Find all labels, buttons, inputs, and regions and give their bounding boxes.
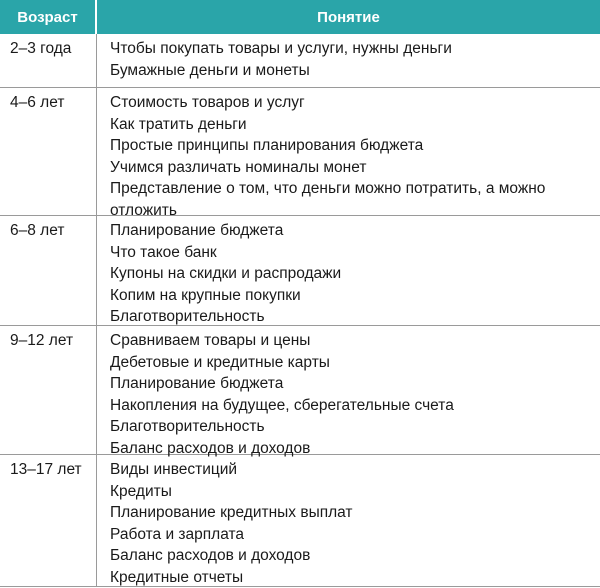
concept-item: Планирование кредитных выплат — [110, 502, 592, 524]
table-row — [0, 215, 600, 325]
concept-item: Дебетовые и кредитные карты — [110, 352, 592, 374]
table-row — [0, 87, 600, 215]
concept-item: Стоимость товаров и услуг — [110, 92, 592, 114]
age-cell: 6–8 лет — [0, 216, 97, 325]
concept-item: Чтобы покупать товары и услуги, нужны деньги — [110, 38, 592, 60]
concept-item: Сравниваем товары и цены — [110, 330, 592, 352]
concept-item: Планирование бюджета — [110, 220, 592, 242]
table-row — [0, 325, 600, 454]
concept-item: Копим на крупные покупки — [110, 285, 592, 307]
age-cell: 9–12 лет — [0, 326, 97, 454]
age-cell: 13–17 лет — [0, 455, 97, 586]
concept-item: Учимся различать номиналы монет — [110, 157, 592, 179]
concept-item: Баланс расходов и доходов — [110, 438, 592, 460]
table-row — [0, 34, 600, 87]
concept-cell — [97, 34, 600, 87]
concept-cell — [97, 455, 600, 586]
concept-item: Виды инвестиций — [110, 459, 592, 481]
concept-item: Бумажные деньги и монеты — [110, 60, 592, 82]
concept-item: Благотворительность — [110, 306, 592, 328]
concept-item: Работа и зарплата — [110, 524, 592, 546]
concept-cell — [97, 216, 600, 325]
table-row — [0, 454, 600, 587]
concept-item: Простые принципы планирования бюджета — [110, 135, 592, 157]
concept-item: Планирование бюджета — [110, 373, 592, 395]
age-cell: 4–6 лет — [0, 88, 97, 215]
concept-item: Как тратить деньги — [110, 114, 592, 136]
concept-item: Баланс расходов и доходов — [110, 545, 592, 567]
concept-item: Благотворительность — [110, 416, 592, 438]
concept-item: Кредитные отчеты — [110, 567, 592, 588]
concept-cell — [97, 88, 600, 215]
header-age: Возраст — [0, 0, 97, 34]
concept-item: Накопления на будущее, сберегательные счета — [110, 395, 592, 417]
concept-item: Что такое банк — [110, 242, 592, 264]
concept-cell — [97, 326, 600, 454]
concept-item: Купоны на скидки и распродажи — [110, 263, 592, 285]
table-header — [0, 0, 600, 34]
concept-item: Представление о том, что деньги можно потратить, а можно отложить — [110, 178, 592, 221]
age-cell: 2–3 года — [0, 34, 97, 87]
concept-item: Кредиты — [110, 481, 592, 503]
header-concept: Понятие — [97, 0, 600, 34]
